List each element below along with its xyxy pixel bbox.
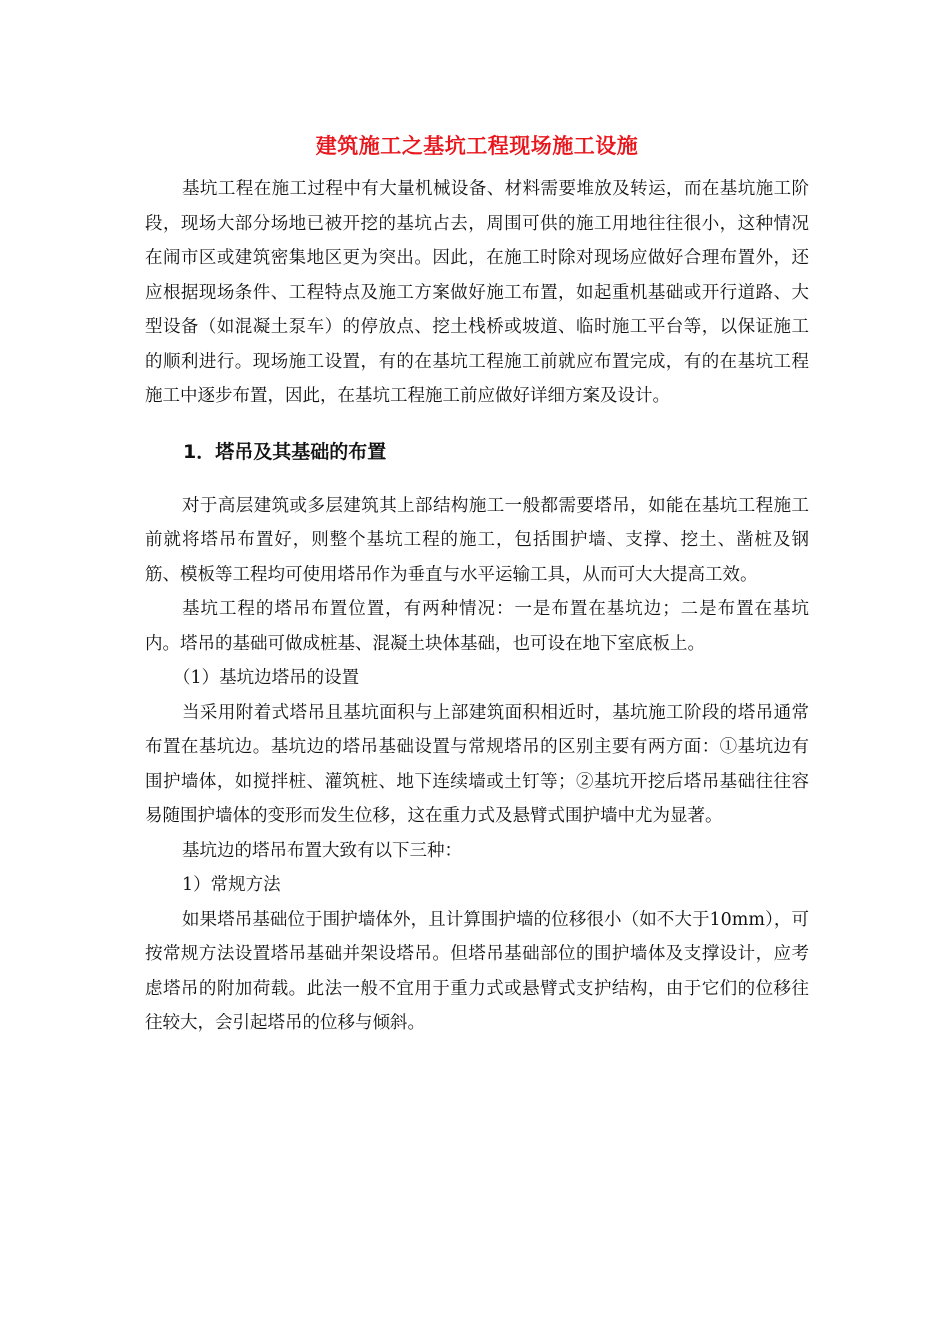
section-heading-tower-crane: 1．塔吊及其基础的布置 [183,440,387,463]
paragraph-three-methods: 基坑边的塔吊布置大致有以下三种： [182,840,462,861]
intro-paragraph: 基坑工程在施工过程中有大量机械设备、材料需要堆放及转运，而在基坑施工阶段，现场大部分场地已被开挖的基坑占去，周围可供的施工用地往往很小，这种情况在闹市区或建筑密集地区更为突出。因此，在施工时除对现场应做好合理布置外，还应根据现场条件、工程特点及施工方案做好施工布置，如起重机基础或开行道路、大型设备（如混凝土泵车）的停放点、挖土栈桥或坡道、临时施工平台等，以保证施工的顺利进行。现场施工设置，有的在基坑工程施工前就应布置完成，有的在基坑工程施工中逐步布置，因此，在基坑工程施工前应做好详细方案及设计。 [145,179,809,406]
subheading-pit-edge-crane: （1）基坑边塔吊的设置 [173,668,360,688]
paragraph-crane-position: 基坑工程的塔吊布置位置，有两种情况：一是布置在基坑边；二是布置在基坑内。塔吊的基础可做成桩基、混凝土块体基础，也可设在地下室底板上。 [145,599,809,654]
document-body [145,128,809,1041]
document-title: 建筑施工之基坑工程现场施工设施 [315,133,639,158]
paragraph-conventional-method: 如果塔吊基础位于围护墙体外，且计算围护墙的位移很小（如不大于10mm），可按常规方法设置塔吊基础并架设塔吊。但塔吊基础部位的围护墙体及支撑设计，应考虑塔吊的附加荷载。此法一般不宜用于重力式或悬臂式支护结构，由于它们的位移往往较大，会引起塔吊的位移与倾斜。 [145,909,809,1033]
paragraph-tower-crane-usage: 对于高层建筑或多层建筑其上部结构施工一般都需要塔吊，如能在基坑工程施工前就将塔吊布置好，则整个基坑工程的施工，包括围护墙、支撑、挖土、凿桩及钢筋、模板等工程均可使用塔吊作为垂直与水平运输工具，从而可大大提高工效。 [145,495,809,585]
item-conventional-method: 1）常规方法 [182,875,281,895]
paragraph-pit-edge-details: 当采用附着式塔吊且基坑面积与上部建筑面积相近时，基坑施工阶段的塔吊通常布置在基坑边。基坑边的塔吊基础设置与常规塔吊的区别主要有两方面：①基坑边有围护墙体，如搅拌桩、灌筑桩、地下连续墙或土钉等；②基坑开挖后塔吊基础往往容易随围护墙体的变形而发生位移，这在重力式及悬臂式围护墙中尤为显著。 [145,702,809,826]
